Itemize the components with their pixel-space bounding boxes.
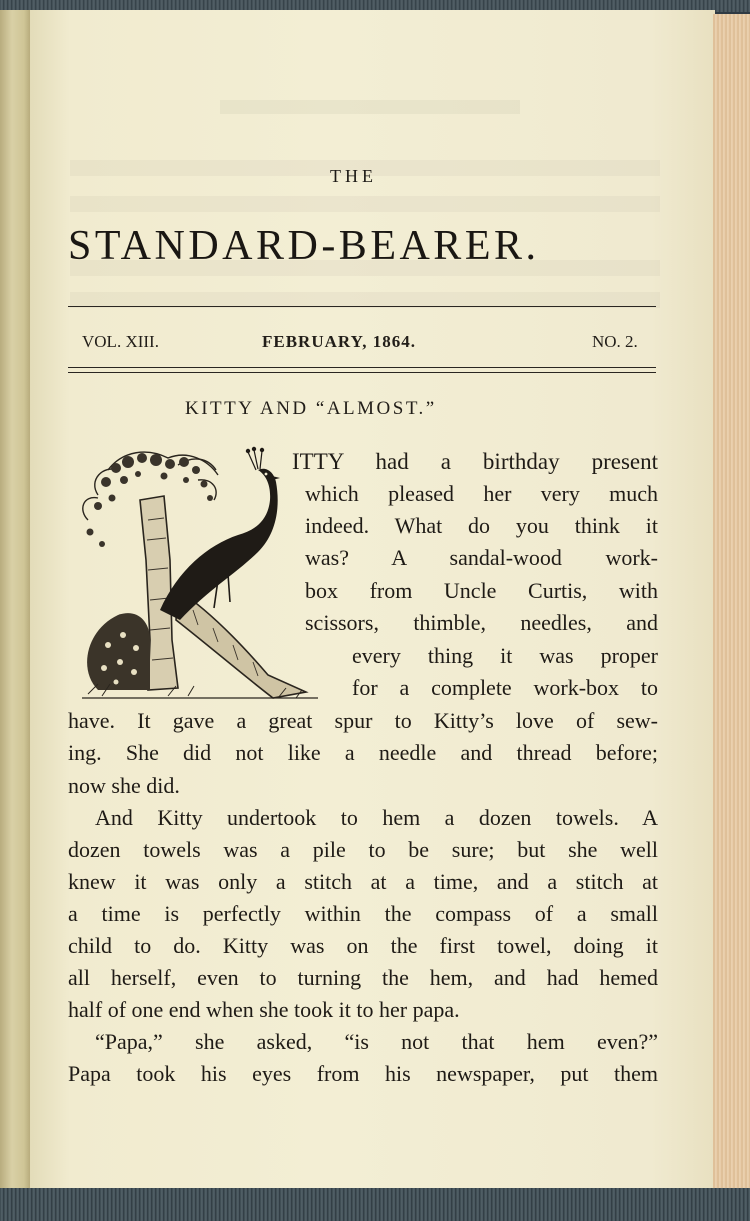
text-line: a time is perfectly within the compass of a small [68, 901, 658, 926]
text-line: every thing it was proper [352, 643, 658, 668]
text-line: And Kitty undertook to hem a dozen towels. A [95, 805, 658, 830]
masthead-rule-top [68, 306, 656, 307]
text-line: now she did. [68, 773, 180, 798]
text-line: knew it was only a stitch at a time, and a stitch at [68, 869, 658, 894]
text-line: all herself, even to turning the hem, and had hemed [68, 965, 658, 990]
text-line: was? A sandal-wood work- [305, 545, 658, 570]
text-line: box from Uncle Curtis, with [305, 578, 658, 603]
masthead-rule-bottom [68, 367, 656, 368]
issue-number: NO. 2. [592, 332, 638, 351]
peacock-dropcap-illustration [68, 440, 330, 706]
text-line: ing. She did not like a needle and thread before; [68, 740, 658, 765]
text-line: ITTY had a birthday present [292, 449, 658, 474]
text-line: dozen towels was a pile to be sure; but she well [68, 837, 658, 862]
masthead-the: THE [330, 166, 377, 186]
text-line: for a complete work-box to [352, 675, 658, 700]
text-line: child to do. Kitty was on the first towel, doing it [68, 933, 658, 958]
text-line: indeed. What do you think it [305, 513, 658, 538]
issue-date: FEBRUARY, 1864. [262, 332, 417, 351]
masthead-rule-double [68, 372, 656, 373]
book-bottom-edge [0, 1188, 750, 1221]
book-gutter [0, 10, 34, 1190]
text-line: have. It gave a great spur to Kitty’s love of sew- [68, 708, 658, 733]
text-line: which pleased her very much [305, 481, 658, 506]
article-title: KITTY AND “ALMOST.” [185, 398, 437, 419]
text-line: half of one end when she took it to her papa. [68, 997, 460, 1022]
page-fore-edge [713, 14, 750, 1189]
text-line: Papa took his eyes from his newspaper, put them [68, 1061, 658, 1086]
volume-label: VOL. XIII. [82, 332, 159, 351]
text-line: scissors, thimble, needles, and [305, 610, 658, 635]
text-line: “Papa,” she asked, “is not that hem even?” [95, 1029, 658, 1054]
masthead-title: STANDARD-BEARER. [68, 223, 540, 269]
